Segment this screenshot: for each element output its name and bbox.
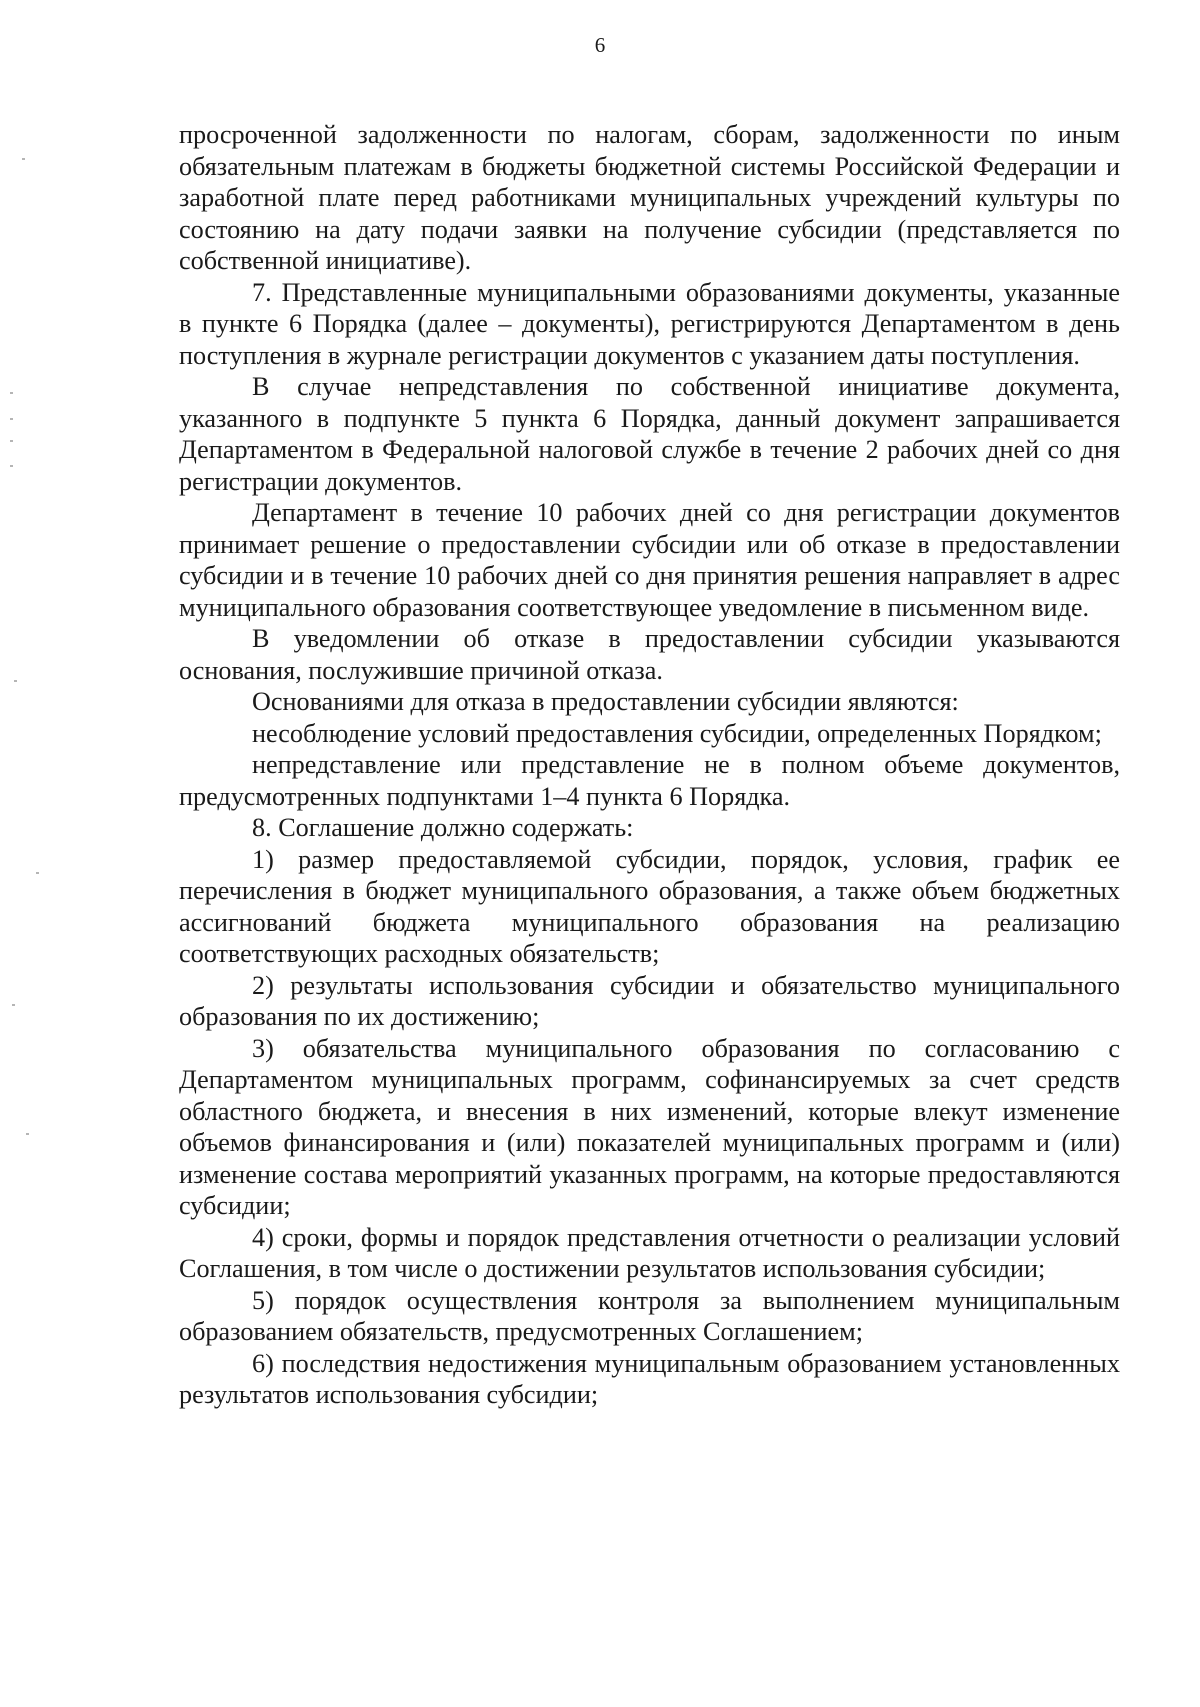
paragraph: несоблюдение условий предоставления субсидии, определенных Порядком; xyxy=(252,718,1102,748)
paragraph: В уведомлении об отказе в предоставлении субсидии указываются основания, послужившие причиной отказа. xyxy=(179,624,1120,685)
page-number: 6 xyxy=(594,33,606,57)
scan-mark xyxy=(26,1133,29,1135)
scan-mark xyxy=(10,440,13,442)
scan-mark xyxy=(14,680,17,682)
scan-mark xyxy=(10,418,13,420)
paragraph: 3) обязательства муниципального образования по согласованию с Департаментом муниципальных программ, софинансируемых за счет средств областного бюджета, и внесения в них изменений, которые влекут изменение объемов финансирования и (или) показателей муниципальных программ и (или) изменение состава мероприятий указанных программ, на которые предоставляются субсидии; xyxy=(179,1033,1120,1220)
paragraph: просроченной задолженности по налогам, сборам, задолженности по иным обязательным платежам в бюджеты бюджетной системы Российской Федерации и заработной плате перед работниками муниципальных учреждений культуры по состоянию на дату подачи заявки на получение субсидии (представляется по собственной инициативе). xyxy=(179,120,1120,275)
paragraph: 5) порядок осуществления контроля за выполнением муниципальным образованием обязательств, предусмотренных Соглашением; xyxy=(179,1285,1120,1346)
scan-mark xyxy=(10,465,13,467)
paragraph: 6) последствия недостижения муниципальным образованием установленных результатов использования субсидии; xyxy=(179,1348,1120,1409)
paragraph: 2) результаты использования субсидии и обязательство муниципального образования по их достижению; xyxy=(179,970,1120,1031)
paragraph: В случае непредставления по собственной инициативе документа, указанного в подпункте 5 пункта 6 Порядка, данный документ запрашивается Департаментом в Федеральной налоговой службе в течение 2 рабочих дней со дня регистрации документов. xyxy=(179,372,1120,496)
scan-mark xyxy=(36,872,39,874)
paragraph: 4) сроки, формы и порядок представления отчетности о реализации условий Соглашения, в том числе о достижении результатов использования субсидии; xyxy=(179,1222,1120,1283)
paragraph: 1) размер предоставляемой субсидии, порядок, условия, график ее перечисления в бюджет муниципального образования, а также объем бюджетных ассигнований бюджета муниципального образования на реализацию соответствующих расходных обязательств; xyxy=(179,844,1120,968)
paragraph: непредставление или представление не в полном объеме документов, предусмотренных подпунктами 1–4 пункта 6 Порядка. xyxy=(179,750,1120,811)
scan-mark xyxy=(12,1004,15,1006)
paragraph: 8. Соглашение должно содержать: xyxy=(252,813,634,842)
scan-mark xyxy=(22,158,25,160)
document-body xyxy=(179,119,1120,1411)
scan-edge-marks xyxy=(0,0,40,1707)
paragraph: 7. Представленные муниципальными образованиями документы, указанные в пункте 6 Порядка (далее – документы), регистрируются Департаментом в день поступления в журнале регистрации документов с указанием даты поступления. xyxy=(179,277,1120,370)
scan-mark xyxy=(10,392,13,394)
paragraph: Департамент в течение 10 рабочих дней со дня регистрации документов принимает решение о предоставлении субсидии или об отказе в предоставлении субсидии и в течение 10 рабочих дней со дня принятия решения направляет в адрес муниципального образования соответствующее уведомление в письменном виде. xyxy=(179,498,1120,622)
paragraph: Основаниями для отказа в предоставлении субсидии являются: xyxy=(252,687,959,716)
